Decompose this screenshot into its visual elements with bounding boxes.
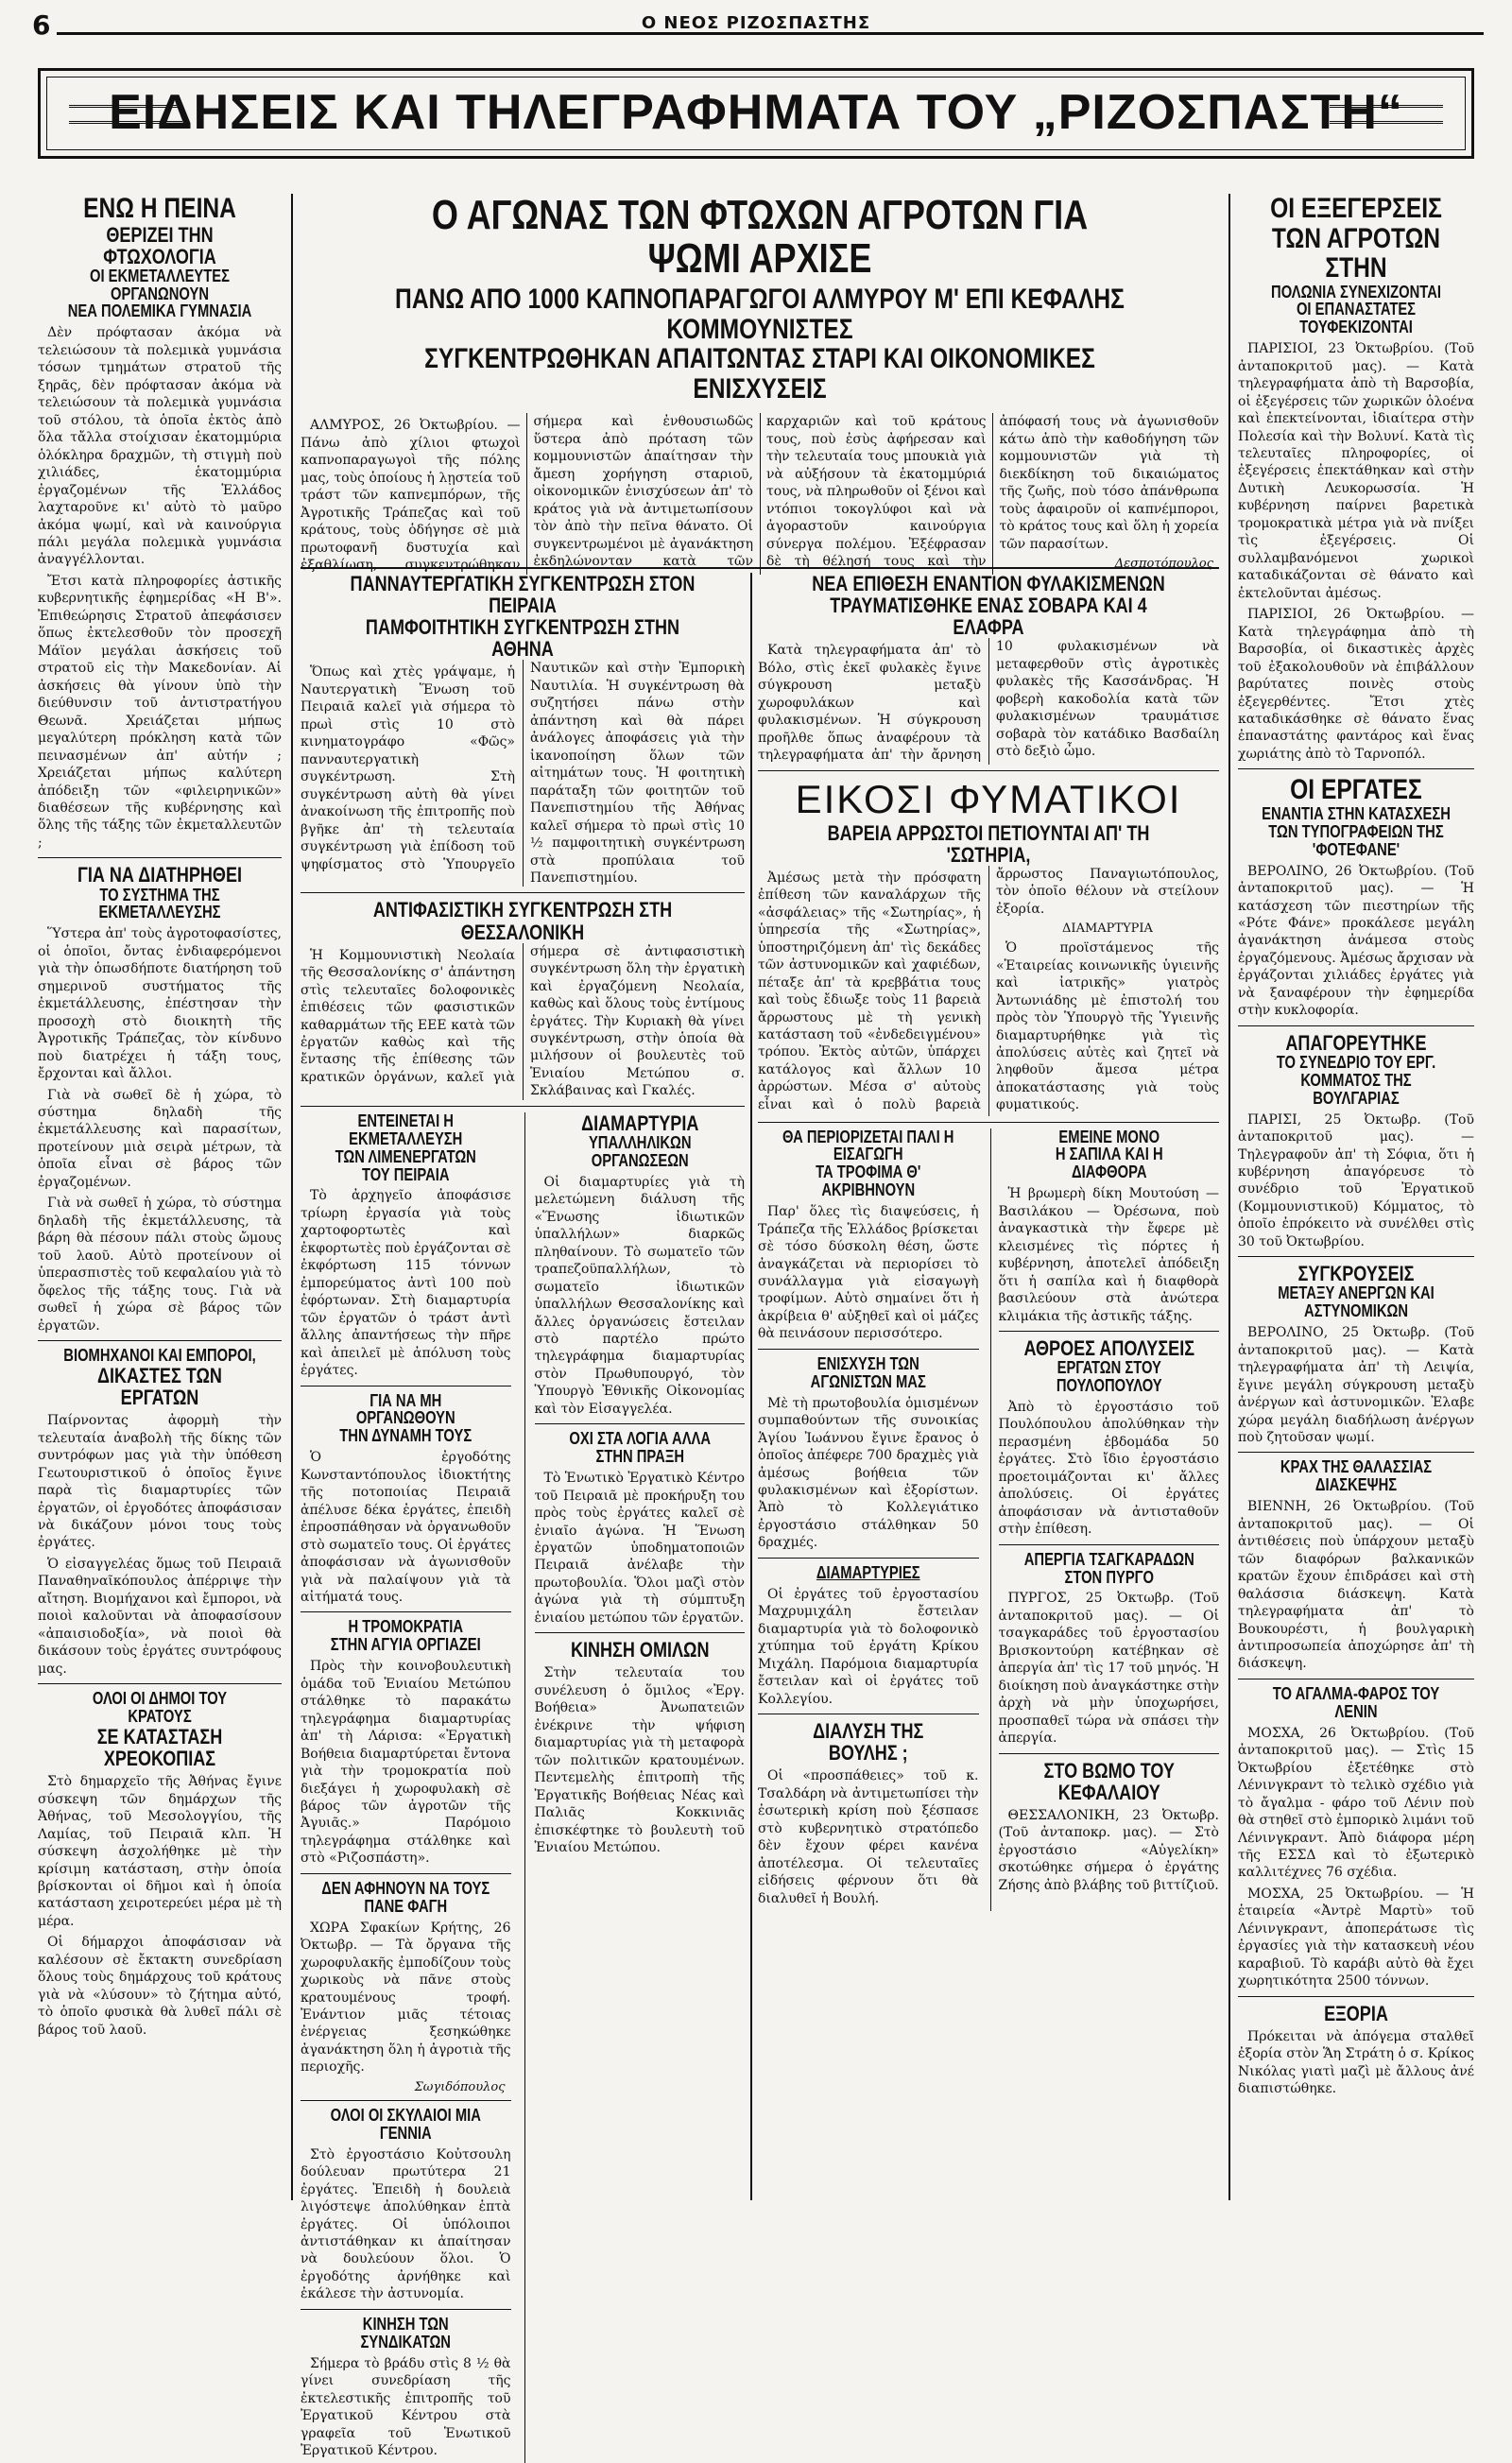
headline: ΟΛΟΙ ΟΙ ΣΚΥΛΑΙΟΙ ΜΙΑ ΓΕΝΝΙΑ [330, 2105, 481, 2143]
paragraph: Κατὰ τηλεγραφήματα ἀπ' τὸ Βόλο, στὶς ἐκεῖ φυλακὲς ἔγινε σύγκρουση μεταξὺ χωροφυλάκων καὶ φυλακισμένων. Ἡ σύγκρουση προῆλθε ὅπως ἀναφέρουν τὰ τηλεγραφήματα ἀπ' τὴν ἄρνηση 10 φυλακισμένων νὰ μεταφερθοῦν στὶς ἀγροτικὲς φυλακὲς τῆς Κασσάνδρας. Ἡ φοβερὴ κακοδολία κατὰ τῶν φυλακισμένων τραυμάτισε σοβαρὰ τὸν κατάδικο Βασδαίλη στὸ δεξιὸ ὦμο. [758, 639, 1219, 764]
article-imports [758, 1128, 979, 1343]
headline: ΠΑΜΦΟΙΤΗΤΙΚΗ ΣΥΓΚΕΝΤΡΩΣΗ ΣΤΗΝ ΑΘΗΝΑ [365, 615, 680, 662]
headline: ΑΠΕΡΓΙΑ ΤΣΑΓΚΑΡΑΔΩΝ ΣΤΟΝ ΠΥΡΓΟ [1023, 1549, 1194, 1587]
paragraph: ΠΑΡΙΣΙ, 25 Ὀκτωβρ. (Τοῦ ἀνταποκριτοῦ μας). — Τηλεγραφοῦν ἀπ' τὴ Σόφια, ὅτι ἡ κυβέρνηση ἀπαγόρευσε τὸ συνέδριο τοῦ Ἐργατικοῦ (Κομμουνιστικοῦ) Κόμματος, τὸ ὁποῖο ἐπρόκειτο νὰ συνέλθει στὶς 30 τοῦ Ὀκτωβρίου. [1238, 1111, 1474, 1249]
paragraph: Στὸ δημαρχεῖο τῆς Ἀθήνας ἔγινε σύσκεψη τῶν δημάρχων τῆς Ἀθήνας, τοῦ Μεσολογγίου, τῆς Λαμίας, τοῦ Πειραιᾶ κλπ. Ἡ σύσκεψη ἀσχολήθηκε μὲ τὴν κρίσιμη κατάσταση, στὴν ὁποία βρίσκονται οἱ δῆμοι καὶ ἡ ὁποία κατάσταση χειροτερεύει μέρα μὲ τὴ μέρα. [38, 1774, 282, 1929]
subheadline: ΚΟΜΜΑΤΟΣ ΤΗΣ ΒΟΥΛΓΑΡΙΑΣ [1300, 1070, 1412, 1108]
two-column-stack [758, 1128, 1219, 1911]
section-banner [38, 68, 1474, 159]
byline: Σωγιδόπουλος [414, 2079, 506, 2094]
article-dismissals [999, 1337, 1220, 1539]
headline: ΥΠΑΛΛΗΛΙΚΩΝ ΟΡΓΑΝΩΣΕΩΝ [588, 1132, 692, 1170]
paragraph: ΜΟΣΧΑ, 26 Ὀκτωβρίου. (Τοῦ ἀνταποκριτοῦ μας). — Στὶς 15 Ὀκτωβρίου ἐξετέθηκε στὸ Λένινγκραντ τὸ τελικὸ σχέδιο γιὰ τὸ ἄγαλμα - φάρο τοῦ Λένιν ποὺ θὰ στηθεῖ στὸ ἐμπορικὸ λιμάνι τοῦ Λένινγκραντ. Ἀπὸ διάφορα μέρη τῆς ΕΣΣΔ καὶ τὸ ἐξωτερικὸ καλλιτέχνες 76 σχέδια. [1238, 1725, 1474, 1881]
paragraph: Ἀπὸ τὸ ἐργοστάσιο τοῦ Πουλόπουλου ἀπολύθηκαν τὴν περασμένη ἑβδομάδα 50 ἐργάτες. Στὸ ἴδιο ἐργοστάσιο προετοιμάζονται κι' ἄλλες ἀπολύσεις. Οἱ ἐργάτες ἀποφάσισαν νὰ ἀντισταθοῦν στὴν ἐπίθεση. [998, 1399, 1219, 1538]
paragraph: ΒΕΡΟΛΙΝΟ, 25 Ὀκτωβρ. (Τοῦ ἀνταποκριτοῦ μας). — Κατὰ τηλεγραφήματα ἀπ' τὴ Λειψία, ἔγινε μεγάλη σύγκρουση μεταξὺ ἀνέργων καὶ ἀστυνομικῶν. Ἐλαβε χώρα μεγάλη διαδήλωση ἀνέργων ποὺ ζητοῦσαν ψωμί. [1238, 1325, 1474, 1446]
paragraph: Γιὰ νὰ σωθεῖ δὲ ἡ χώρα, τὸ σύστημα δηλαδὴ τῆς ἐκμετάλλευσης καὶ παρασίτων, προτείνουν μιὰ σειρὰ μέτρων, τὰ ὁποῖα εἶναι σὲ βάρος τῶν ἐργαζομένων. [38, 1087, 282, 1190]
left-stack [301, 1112, 511, 2463]
article-divider [1238, 1256, 1474, 1257]
paragraph: ΜΟΣΧΑ, 25 Ὀκτωβρίου. — Ἡ ἑταιρεία «Ἀντρὲ Μαρτὺ» τοῦ Λένινγκραντ, ἀποπεράτωσε τὶς ἐργασίες γιὰ τὴν κατασκευὴ νέου καραβιοῦ. Τὸ καράβι αὐτὸ θὰ ἔχει χωρητικότητα 2500 τόννων. [1238, 1886, 1474, 1989]
article-divider [301, 2309, 511, 2310]
article-lenin-statue [1238, 1685, 1474, 1990]
paragraph: Ὕστερα ἀπ' τοὺς ἀγροτοφασίστες, οἱ ὁποῖοι, ὄντας ἐνδιαφερόμενοι γιὰ τὴν ὁπωσδήποτε διατήρηση τοῦ σημερινοῦ συστήματος τῆς ἐκμετάλλευσης, ἐπέστησαν τὴν προσοχὴ στὸ διοικητὴ τῆς Ἀγροτικῆς Τράπεζας, τὸν κίνδυνο ποὺ διατρέχει ἡ τάξη τους, ἔρχονται καὶ ἄλλοι. [38, 926, 282, 1082]
article-generation [301, 2107, 511, 2303]
subheadline: ΕΝΑΝΤΙΑ ΣΤΗΝ ΚΑΤΑΣΧΕΣΗ [1262, 803, 1451, 823]
headline: ΓΙΑ ΝΑ ΔΙΑΤΗΡΗΘΕΙ [77, 863, 242, 887]
article-prisoners [758, 573, 1219, 765]
headline: ΤΑ ΤΡΟΦΙΜΑ Θ' ΑΚΡΙΒΗΝΟΥΝ [816, 1163, 921, 1200]
paragraph: Ἀμέσως μετὰ τὴν πρόσφατη ἐπίθεση τῶν καναλάρχων τῆς «ἀσφάλειας» τῆς «Σωτηρίας», ἡ ὑπηρεσία τῆς «Σωτηρίας», ὑποστηριζόμενη ἀπ' τὶς δεκάδες τῶν ἀστυνομικῶν καὶ χαφιέδων, πέταξε ἀπ' τὰ κρεββάτια τους καὶ τοὺς ἔδιωξε τοὺς 11 βαρειὰ ἄρρωστους μὲ τὴ γενικὴ κατάσταση τοῦ «ἐνδεδειγμένου» τρόπου. Ἐκτὸς αὐτῶν, ὑπάρχει κατάλογος καὶ ἄλλων 10 ἀρρώστων. Μέσα σ' αὐτοὺς εἶναι καὶ ὁ πολὺ βαρειὰ ἄρρωστος Παναγιωτόπουλος, τὸν ὁποῖο θέλουν νὰ στείλουν ἐξορία. [758, 866, 1219, 1112]
headline: ΔΕΝ ΑΦΗΝΟΥΝ ΝΑ ΤΟΥΣ ΠΑΝΕ ΦΑΓΗ [321, 1878, 490, 1916]
article-bulgaria [1238, 1032, 1474, 1251]
article-dockworkers [301, 1112, 511, 1380]
article-exile [1238, 2003, 1474, 2098]
right-stack [990, 1128, 1220, 1911]
paragraph: Πρόκειται νὰ ἀπόγεμα σταλθεῖ ἐξορία στὸν Ἅη Στράτη ὁ σ. Κρίκος Νικόλας γιατὶ μαζὶ μὲ ἄλλους ἀνέ διαπιστώθηκε. [1238, 2028, 1474, 2097]
running-header [28, 8, 1484, 40]
paragraph: Ἡ Κομμουνιστικὴ Νεολαία τῆς Θεσσαλονίκης σ' ἀπάντηση στὶς τελευταῖες δολοφονικὲς ἐπιθέσεις τῶν φασιστικῶν καθαρμάτων τῆς ΕΕΕ κατὰ τῶν ἐργατῶν καθὼς καὶ τῆς ἔντασης τῆς ἐπίθεσης τῶν κρατικῶν ὀργάνων, καλεῖ γιὰ σήμερα σὲ ἀντιφασιστικὴ συγκέντρωση ὅλη τὴν ἐργατικὴ καὶ ἐργαζόμενη Νεολαία, καθὼς καὶ ὅλους τοὺς ἐντίμους ἐργάτες. Τὴν Κυριακὴ θὰ γίνει συγκέντρωση, στὴν ὁποία θὰ μιλήσουν οἱ βουλευτὲς τοῦ Ἑνιαίου Μετώπου σ. Σκλάβαινας καὶ Γκαλές. [301, 943, 745, 1099]
headline: ΤΟ ΑΓΑΛΜΑ-ΦΑΡΟΣ ΤΟΥ ΛΕΝΙΝ [1272, 1683, 1440, 1721]
headline: ΕΡΓΑΤΩΝ ΣΤΟΥ ΠΟΥΛΟΠΟΥΛΟΥ [1056, 1358, 1162, 1395]
lead-article [301, 192, 1219, 574]
article-food [301, 1880, 511, 2094]
headline: ΔΙΑΛΥΣΗ ΤΗΣ ΒΟΥΛΗΣ ; [813, 1719, 924, 1765]
article-divider [38, 1340, 282, 1341]
article-divider [758, 770, 1219, 771]
article-divider [38, 1683, 282, 1684]
headline: Η ΤΡΟΜΟΚΡΑΤΙΑ [348, 1617, 463, 1637]
article-divider [38, 857, 282, 858]
paragraph: ΒΕΡΟΛΙΝΟ, 26 Ὀκτωβρίου. (Τοῦ ἀνταποκριτοῦ μας). — Ἡ κατάσχεση τῶν πιεστηρίων τῆς «Ρότε Φάνε» προκάλεσε μεγάλη ἀγανάκτηση ἀνάμεσα στοὺς ἐργαζόμενους. Ἀμέσως ἄρχισαν νὰ ἐργάζονται χιλιάδες ἐργάτες γιὰ νὰ ξαναφέρουν τὴν ἐφημερίδα στὴν κυκλοφορία. [1238, 863, 1474, 1019]
paragraph: ΠΑΡΙΣΙΟΙ, 23 Ὀκτωβρίου. (Τοῦ ἀνταποκριτοῦ μας). — Κατὰ τηλεγραφήματα ἀπὸ τὴ Βαρσοβία, οἱ ἐξεγέρσεις τῶν χωρικῶν ὁλοένα καὶ ἐπεκτείνονται, ἰδιαίτερα στὴν Πολεσία καὶ τὴν Βολυνί. Κατὰ τὶς τελευταῖες πληροφορίες, οἱ ἐξεγέρσεις ἐπεκτάθηκαν καὶ στὴν Δυτικὴ Λευκορωσσία. Ἡ κυβέρνηση παίρνει βαρετικὰ τρομοκρατικὰ μέτρα γιὰ νὰ πνίξει τὶς ἐξεγέρσεις. Οἱ συλλαμβανόμενοι χωρικοὶ καταδικάζονται σὲ θάνατο καὶ ἐκτελοῦνται ἀμέσως. [1238, 341, 1474, 601]
paragraph: Τὸ ἀρχηγεῖο ἀποφάσισε τρίωρη ἐργασία γιὰ τοὺς χαρτοφορτωτὲς καὶ ἐκφορτωτὲς ποὺ ἐργάζονται σὲ ἐκφόρτωση 115 τόννων ἐμπορεύματος ἀντὶ 100 ποὺ ἐφόρτωναν. Στὴ διαμαρτυρία τῶν ἐργατῶν ὁ τράστ ἀντὶ ἄλλης ἀπαντήσεως τὴν πῆρε καὶ ἀπειλεῖ μὲ ἀπόλυση τοὺς ἐργάτες. [301, 1188, 511, 1379]
paragraph: Γιὰ νὰ σωθεῖ ἡ χώρα, τὸ σύστημα δηλαδὴ τῆς ἐκμετάλλευσης, τὰ βάρη θὰ πέσουν πάλι στοὺς ὤμους τοῦ λαοῦ. Αὐτὸ προτείνουν οἱ ὑπερασπιστὲς τοῦ κεφαλαίου γιὰ τὸ ὄφελος τῆς τάξης τους. Γιὰ νὰ σωθεῖ ἡ χώρα σὲ βάρος τῶν ἐργατῶν. [38, 1196, 282, 1334]
headline: ΚΙΝΗΣΗ ΟΜΙΛΩΝ [570, 1638, 710, 1662]
center-right-block [758, 573, 1219, 2198]
article-divider [758, 1122, 1219, 1123]
paragraph: Ὁ προϊστάμενος τῆς «Ἑταιρείας κοινωνικῆς ὑγιεινῆς καὶ ἰατρικῆς» γιατρὸς Ἀντωνιάδης μὲ ἐπιστολή του πρὸς τὸν Ὑπουργὸ τῆς Ὑγιεινῆς διαμαρτυρήθηκε γιὰ τὶς ἀπολύσεις αὐτὲς καὶ ζητεῖ νὰ ληφθοῦν ἄμεσα μέτρα ἀποκατάστασης γιὰ τοὺς φυματικούς. [996, 940, 1219, 1113]
subheadline: ΟΙ ΕΚΜΕΤΑΛΛΕΥΤΕΣ ΟΡΓΑΝΩΝΟΥΝ [89, 266, 231, 303]
subheadline: ΠΟΛΩΝΙΑ ΣΥΝΕΧΙΖΟΝΤΑΙ [1271, 282, 1441, 301]
article-organize [301, 1392, 511, 1607]
subheading: ΔΙΑΜΑΡΤΥΡΙΑ [1062, 921, 1153, 937]
column-rule [291, 194, 293, 2200]
article-clubs [535, 1639, 746, 1856]
article-divider [1238, 1452, 1474, 1453]
subheadline: ΣΕ ΚΑΤΑΣΤΑΣΗ ΧΡΕΟΚΟΠΙΑΣ [96, 1724, 223, 1771]
headline: ΘΑ ΠΕΡΙΟΡΙΖΕΤΑΙ ΠΑΛΙ Η ΕΙΣΑΓΩΓΗ [782, 1127, 954, 1164]
headline: ΣΤΟ ΒΩΜΟ ΤΟΥ ΚΕΦΑΛΑΙΟΥ [1043, 1758, 1175, 1804]
lead-headline: Ο ΑΓΩΝΑΣ ΤΩΝ ΦΤΩΧΩΝ ΑΓΡΟΤΩΝ ΓΙΑ ΨΩΜΙ ΑΡΧΙΣΕ [431, 192, 1089, 283]
paragraph: Ὁ ἐργοδότης Κωνσταντόπουλος ἰδιοκτήτης τῆς ποτοποιίας Πειραιᾶ ἀπέλυσε δέκα ἐργάτες, ἐπειδὴ ἐπροσπάθησαν νὰ ὀργανωθοῦν στὸ σωματεῖο τους. Οἱ ἐργάτες ἀποφάσισαν νὰ ἀγωνισθοῦν γιὰ νὰ παλαίψουν γιὰ τὰ αἰτήματά τους. [301, 1450, 511, 1606]
subheadline: ΟΙ ΕΠΑΝΑΣΤΑΤΕΣ ΤΟΥΦΕΚΙΖΟΝΤΑΙ [1296, 300, 1417, 337]
byline: Δεσποτόπουλος [1114, 557, 1213, 572]
article-divider [301, 1873, 511, 1874]
paragraph: ΠΥΡΓΟΣ, 25 Ὀκτωβρ. (Τοῦ ἀνταποκριτοῦ μας). — Οἱ τσαγκαράδες τοῦ ἐργοστασίου Βρισκοντούρη κατέβηκαν σὲ ἀπεργία ἀπ' τὶς 17 τοῦ μηνός. Ἡ διοίκηση ποὺ ἀναγκάστηκε στὴν ἀρχὴ νὰ μὴν ὑποχωρήσει, προσπαθεῖ τώρα νὰ σπάσει τὴν ἀπεργία. [998, 1591, 1219, 1747]
article-divider [301, 1611, 511, 1612]
paragraph: Δὲν πρόφτασαν ἀκόμα νὰ τελειώσουν τὰ πολεμικὰ γυμνάσια τόσων τμημάτων στρατοῦ τῆς ξηρᾶς, δὲν πρόφτασαν ἀκόμα νὰ τελειώσουν τὰ πολεμικὰ γυμνάσια τοῦ στόλου, τὰ ὁποῖα ἐκτὸς ἀπὸ ὅλα τἄλλα στοίχισαν ἑκατομμύρια ὁλόκληρα δραχμῶν, τὴ στιγμὴ ποὺ χιλιάδες, ἑκατομμύρια ἐργαζομένων τῆς Ἑλλάδος λαχταροῦνε κι' αὐτὸ τὸ μαῦρο ἀκόμα ψωμί, καὶ νὰ καινούργια πάλι μεγάλα πολεμικὰ γυμνάσια ἀναγγέλλονται. [38, 325, 282, 568]
article-unions [301, 2316, 511, 2460]
headline: ΕΞΟΡΙΑ [1324, 2001, 1388, 2025]
article-divider [999, 1753, 1220, 1754]
article-body [301, 943, 745, 1100]
subheadline: ΤΩΝ ΤΥΠΟΓΡΑΦΕΙΩΝ ΤΗΣ 'ΦΟΤΕΦΑΝΕ' [1268, 821, 1444, 859]
headline: ΕΜΕΙΝΕ ΜΟΝΟ [1057, 1127, 1160, 1146]
article-naval [301, 573, 745, 887]
column-rule [750, 573, 752, 2200]
article-divider [535, 1632, 746, 1633]
article-protests [758, 1564, 979, 1708]
headline: ΓΙΑ ΝΑ ΜΗ ΟΡΓΑΝΩΘΟΥΝ [355, 1390, 455, 1428]
article-antifascist [301, 899, 745, 1099]
article-divider [1238, 1996, 1474, 1997]
article-agyia [301, 1618, 511, 1867]
paragraph: Οἱ δήμαρχοι ἀποφάσισαν νὰ καλέσουν σὲ ἔκτακτη συνεδρίαση ὅλους τοὺς δημάρχους τοῦ κράτους γιὰ νὰ «λύσουν» τὸ ζήτημα αὐτό, τὸ ὁποῖο φυσικὰ θὰ λυθεῖ πάλι σὲ βάρος τοῦ λαοῦ. [38, 1935, 282, 2038]
headline: ΝΕΑ ΕΠΙΘΕΣΗ ΕΝΑΝΤΙΟΝ ΦΥΛΑΚΙΣΜΕΝΩΝ [812, 572, 1165, 595]
paragraph: Οἱ «προσπάθειες» τοῦ κ. Τσαλδάρη νὰ ἀντιμετωπίσει τὴν ἐσωτερικὴ κρίση ποὺ ξέσπασε στὸ κυβερνητικὸ στρατόπεδο δὲν ἔχουν φέρει κανένα ἀποτέλεσμα. Οἱ τελευταῖες εἰδήσεις φέρνουν ὅτι θὰ διαλυθεῖ ἡ Βουλή. [758, 1768, 979, 1906]
headline: ΕΝΙΣΧΥΣΗ ΤΩΝ ΑΓΩΝΙΣΤΩΝ ΜΑΣ [810, 1353, 926, 1391]
article-corruption [999, 1128, 1220, 1325]
article-parliament [758, 1720, 979, 1907]
headline: ΟΙ ΕΡΓΑΤΕΣ [1290, 774, 1422, 806]
lead-subheadline: ΣΥΓΚΕΝΤΡΩΘΗΚΑΝ ΑΠΑΙΤΩΝΤΑΣ ΣΤΑΡΙ ΚΑΙ ΟΙΚΟΝΟΜΙΚΕΣ ΕΝΙΣΧΥΣΕΙΣ [424, 343, 1095, 405]
headline: ΤΗΝ ΔΥΝΑΜΗ ΤΟΥΣ [339, 1426, 472, 1446]
lead-subheadline: ΠΑΝΩ ΑΠΟ 1000 ΚΑΠΝΟΠΑΡΑΓΩΓΟΙ ΑΛΜΥΡΟΥ Μ' ΕΠΙ ΚΕΦΑΛΗΣ ΚΟΜΜΟΥΝΙΣΤΕΣ [395, 284, 1125, 345]
headline: ΒΑΡΕΙΑ ΑΡΡΩΣΤΟΙ ΠΕΤΙΟΥΝΤΑΙ ΑΠ' ΤΗ 'ΣΩΤΗΡΙΑ, [827, 820, 1150, 867]
article-municipalities [38, 1690, 282, 2039]
headline: ΚΙΝΗΣΗ ΤΩΝ ΣΥΝΔΙΚΑΤΩΝ [360, 2314, 451, 2351]
article-hunger [38, 194, 282, 852]
article-altar [999, 1760, 1220, 1895]
newspaper-name: Ο ΝΕΟΣ ΡΙΖΟΣΠΑΣΤΗΣ [641, 13, 871, 33]
article-support [758, 1355, 979, 1552]
headline: ΣΥΓΚΡΟΥΣΕΙΣ [1297, 1262, 1415, 1286]
column-rule [1228, 194, 1230, 2200]
headline: ΕΙΚΟΣΙ ΦΥΜΑΤΙΚΟΙ [795, 776, 1182, 821]
article-divider [758, 1349, 979, 1350]
paragraph: ΒΙΕΝΝΗ, 26 Ὀκτωβρίου. (Τοῦ ἀνταποκριτοῦ μας). — Οἱ ἀντιθέσεις ποὺ ὑπάρχουν μεταξὺ τῶν διαφόρων βαλκανικῶν κρατῶν ἔχουν ἐπιδράσει καὶ στὴ θαλάσσια διάσκεψη. Κατὰ τηλεγραφήματα ἀπ' τὸ Βουκουρέστι, ἡ βουλγαρικὴ ἀντιπροσωπεία ἀποχώρησε ἀπ' τὴ διάσκεψη. [1238, 1499, 1474, 1672]
paragraph: Μὲ τὴ πρωτοβουλία ὁμισμένων συμπαθούντων τῆς συνοικίας Ἁγίου Ἰωάννου ἔγινε ἔρανος ὁ ὁποῖος ἀπέφερε 700 δραχμὲς γιὰ ἀμέσως βοήθεια τῶν φυλακισμένων καὶ ἐξορίστων. Ἀπὸ τὸ Κολλεγιάτικο ἐργοστάσιο στάλθηκαν 50 δραχμές. [758, 1395, 979, 1551]
headline: ΔΙΑΜΑΡΤΥΡΙΕΣ [816, 1562, 920, 1582]
paragraph: ΧΩΡΑ Σφακίων Κρήτης, 26 Ὀκτωβρ. — Τὰ ὄργανα τῆς χωροφυλακῆς ἐμποδίζουν τοὺς χωρικοὺς νὰ πᾶνε στοὺς κρατουμένους τροφή. Ἐνάντιον μιᾶς τέτοιας ἐνέργειας ξεσηκώθηκε ἀγανάκτηση ὅλη ἡ ἀγροτιὰ τῆς περιοχῆς. [301, 1920, 511, 2075]
article-divider [301, 1386, 511, 1387]
headline: ΒΙΟΜΗΧΑΝΟΙ ΚΑΙ ΕΜΠΟΡΟΙ, [63, 1346, 256, 1366]
headline: ΕΝΤΕΙΝΕΤΑΙ Η ΕΚΜΕΤΑΛΛΕΥΣΗ [349, 1111, 463, 1148]
two-column-stack [301, 1112, 745, 2463]
headline: ΠΑΝΝΑΥΤΕΡΓΑΤΙΚΗ ΣΥΓΚΕΝΤΡΩΣΗ ΣΤΟΝ ΠΕΙΡΑΙΑ [350, 572, 696, 618]
paragraph: Σήμερα τὸ βράδυ στὶς 8 ½ θὰ γίνει συνεδρίαση τῆς ἐκτελεστικῆς ἐπιτροπῆς τοῦ Ἐργατικοῦ Κέντρου στὰ γραφεῖα τοῦ Ἑνωτικοῦ Ἐργατικοῦ Κέντρου. [301, 2355, 511, 2459]
headline: ΤΩΝ ΛΙΜΕΝΕΡΓΑΤΩΝ ΤΟΥ ΠΕΙΡΑΙΑ [335, 1146, 476, 1184]
article-naval-conference [1238, 1458, 1474, 1672]
article-divider [1238, 1025, 1474, 1026]
headline: ΕΝΩ Η ΠΕΙΝΑ [83, 193, 236, 224]
headline: ΑΘΡΟΕΣ ΑΠΟΛΥΣΕΙΣ [1022, 1336, 1194, 1360]
article-protest [535, 1112, 746, 1418]
page-number: 6 [32, 9, 51, 41]
headline: ΟΙ ΕΞΕΓΕΡΣΕΙΣ [1270, 193, 1442, 224]
article-tuberculosis [758, 777, 1219, 1116]
article-industrialists [38, 1347, 282, 1678]
section-rule [301, 567, 1219, 569]
paragraph: Τὸ Ἑνωτικὸ Ἐργατικὸ Κέντρο τοῦ Πειραιᾶ μὲ προκήρυξη του πρὸς τοὺς ἐργάτες καλεῖ σὲ ἐνιαῖο ἀγώνα. Ἡ Ἕνωση ἐργατῶν ὑποδηματοποιῶν Πειραιᾶ ἀνέλαβε τὴν πρωτοβουλία. Ὅλοι μαζὶ στὸν ἀγώνα γιὰ τὴ σύμπτυξη ἑνιαίου μετώπου τῶν ἐργατῶν. [534, 1471, 745, 1626]
left-stack [758, 1128, 979, 1911]
left-column [38, 194, 282, 2200]
paragraph: ΠΑΡΙΣΙΟΙ, 26 Ὀκτωβρίου. — Κατὰ τηλεγράφημα ἀπὸ τὴ Βαρσοβία, οἱ δικαστικὲς ἀρχὲς τοῦ ἐξακολουθοῦν νὰ ἐπιβάλλουν βαρύτατες ποινὲς στοὺς ἐξεγερθέντες. Ἔτσι χτὲς καταδικάσθηκε σὲ θάνατο ἕνας ἐπαναστάτης φαντάρος καὶ ἕνας χωριάτης ἀπὸ τὸ Ταρνοπόλ. [1238, 607, 1474, 762]
headline: ΔΙΑΜΑΡΤΥΡΙΑ [580, 1111, 698, 1135]
headline: ΑΝΤΙΦΑΣΙΣΤΙΚΗ ΣΥΓΚΕΝΤΡΩΣΗ ΣΤΗ ΘΕΣΣΑΛΟΝΙΚΗ [372, 898, 673, 944]
paragraph: Ὁ εἰσαγγελέας ὅμως τοῦ Πειραιᾶ Παναθηναῖκόπουλος ἀπέρριψε τὴν αἴτηση. Βιομήχανοι καὶ ἔμποροι, νὰ ποιοὶ καλοῦνται νὰ ἀποφασίσουν «ἀπαισιοδοξία», νὰ ποιοὶ θὰ δικάσουν τοὺς ἐργάτες συντρόφους μας. [38, 1556, 282, 1677]
article-divider [535, 1423, 746, 1424]
paragraph: Στὸ ἐργοστάσιο Κοὐτσουλη δούλευαν πρωτύτερα 21 ἐργάτες. Ἐπειδὴ ἡ δουλειὰ λιγόστεψε ἀπολύθηκαν ἑπτὰ ἐργάτες. Οἱ ὑπόλοιποι ἀντιστάθηκαν κι ἀπαίτησαν νὰ δουλεύουν ὅλοι. Ὁ ἐργοδότης ἀρνήθηκε καὶ ἐκάλεσε τὴν ἀστυνομία. [301, 2146, 511, 2302]
subheadline: ΝΕΑ ΠΟΛΕΜΙΚΑ ΓΥΜΝΑΣΙΑ [67, 301, 252, 321]
right-stack [524, 1112, 746, 2463]
headline: ΤΡΑΥΜΑΤΙΣΘΗΚΕ ΕΝΑΣ ΣΟΒΑΡΑ ΚΑΙ 4 ΕΛΑΦΡΑ [830, 594, 1147, 640]
article-body [758, 866, 1219, 1116]
article-body [301, 660, 745, 887]
paragraph: Παίρνοντας ἀφορμὴ τὴν τελευταία ἀναβολὴ τῆς δίκης τῶν συντρόφων μας γιὰ τὴν ὑπόθεση Γεωτουριστικοῦ ὁ ὁποῖος ἔγινε παρὰ τὶς διαμαρτυρίες τῶν ἐργατῶν, οἱ ἐργοδότες ἀποφάσισαν νὰ δικάζουν μόνοι τους τοὺς ἐργάτες. [38, 1413, 282, 1551]
headline: ΚΡΑΧ ΤΗΣ ΘΑΛΑΣΣΙΑΣ ΔΙΑΣΚΕΨΗΣ [1280, 1457, 1433, 1495]
subheadline: ΔΙΚΑΣΤΕΣ ΤΩΝ ΕΡΓΑΤΩΝ [97, 1363, 222, 1410]
paragraph: ΘΕΣΣΑΛΟΝΙΚΗ, 23 Ὀκτωβρ. (Τοῦ ἀνταποκρ. μας). — Στὸ ἐργοστάσιο «Αὐγελίκη» σκοτώθηκε σήμερα ὁ ἐργάτης Ζήσης ἀπὸ βλάβης τοῦ βιττίζιοῦ. [998, 1807, 1219, 1893]
headline: ΟΧΙ ΣΤΑ ΛΟΓΙΑ ΑΛΛΑ ΣΤΗΝ ΠΡΑΞΗ [568, 1429, 711, 1467]
headline: ΟΛΟΙ ΟΙ ΔΗΜΟΙ ΤΟΥ ΚΡΑΤΟΥΣ [92, 1689, 228, 1727]
paragraph: Παρ' ὅλες τὶς διαψεύσεις, ἡ Τράπεζα τῆς Ἑλλάδος βρίσκεται σὲ τόσο δύσκολη θέση, ὥστε ἀναγκάζεται νὰ περιορίσει τὸ συνάλλαγμα γιὰ εἰσαγωγὴ τροφίμων. Αὐτὸ σημαίνει ὅτι ἡ ἀκρίβεια θ' αὐξηθεῖ καὶ οἱ μάζες θὰ πεινάσουν περισσότερο. [758, 1204, 979, 1342]
paragraph: ΑΛΜΥΡΟΣ, 26 Ὀκτωβρίου. — Πάνω ἀπὸ χίλιοι φτωχοὶ καπνοπαραγωγοὶ τῆς πόλης μας, τοὺς ὁποίους ἡ λῃστεία τοῦ τράστ τῶν καπνεμπόρων, τῆς Ἀγροτικῆς Τράπεζας καὶ τοῦ κράτους, τοὺς ὁδήγησε σὲ μιὰ πρωτοφανῆ δυστυχία καὶ ἐξαθλίωση, συγκεντρώθηκαν σήμερα καὶ ἐνθουσιωδῶς ὕστερα ἀπὸ πρόταση τῶν κομμουνιστῶν ἀπαίτησαν τὴν ἄμεση χορήγηση σταριοῦ, οἰκονομικῶν ἐνισχύσεων ἀπ' τὸ κράτος γιὰ νὰ ἀντιμετωπίσουν τὸν ἀπὸ τὴν πεῖνα θάνατο. Οἱ συγκεντρωμένοι μὲ ἀγανάκτηση ἐκδηλώνονταν κατὰ τῶν καρχαριῶν καὶ τοῦ κράτους τους, ποὺ ἐσὺς ἀφήρεσαν καὶ τὴν τελευταία τους μπουκιὰ γιὰ νὰ αὐξήσουν τὰ ἑκατομμύριά τους, νὰ πληρωθοῦν οἱ ξένοι καὶ ντόπιοι τοκογλύφοι καὶ νὰ ἀγοραστοῦν καινούργια σύνεργα πολέμου. Ἐξέφρασαν δὲ τὴ θέλησή τους καὶ τὴν ἀπόφασή τους νὰ ἀγωνισθοῦν κάτω ἀπὸ τὴν καθοδήγηση τῶν κομμουνιστῶν γιὰ τὴ διεκδίκηση τοῦ δικαιώματος τῆς ζωῆς, ποὺ τόσο ἀπάνθρωπα τοὺς ἀφαιροῦν οἱ καπνέμποροι, τὸ κράτος τους καὶ ὅλη ἡ χορεία τῶν παρασίτων. [301, 414, 1219, 574]
headline: Η ΣΑΠΙΛΑ ΚΑΙ Η ΔΙΑΦΘΟΡΑ [1055, 1145, 1163, 1182]
article-divider [301, 1106, 745, 1107]
paragraph: Οἱ ἐργάτες τοῦ ἐργοστασίου Μαχρυμιχάλη ἔστειλαν διαμαρτυρία γιὰ τὸ δολοφονικὸ χτύπημα τοῦ ἐργάτη Κρίκου Μιχάλη. Παρόμοια διαμαρτυρία ἔστειλαν καὶ οἱ ἐργάτες τοῦ Κολλεγίου. [758, 1586, 979, 1707]
article-poland [1238, 194, 1474, 763]
subheadline: ΤΟ ΣΥΣΤΗΜΑ ΤΗΣ ΕΚΜΕΤΑΛΛΕΥΣΗΣ [98, 885, 221, 922]
right-column [1238, 194, 1474, 2200]
subheadline: ΤΟ ΣΥΝΕΔΡΙΟ ΤΟΥ ΕΡΓ. [1276, 1052, 1436, 1072]
headline: ΤΩΝ ΑΓΡΟΤΩΝ ΣΤΗΝ [1271, 222, 1441, 284]
headline: ΣΤΗΝ ΑΓΥΙΑ ΟΡΓΙΑΖΕΙ [330, 1635, 481, 1655]
paragraph: Στὴν τελευταία του συνέλευση ὁ ὅμιλος «Ἐργ. Βοήθεια» Ἀνωπατειῶν ἐνέκρινε τὴν ψήφιση διαμαρτυρίας γιὰ τὴ μεταφορὰ τῶν πολιτικῶν κρατουμένων. Πεντεμελὴς ἐπιτροπὴ τῆς Ἐργατικῆς Βοήθειας Νέας καὶ Παλιᾶς Κοκκινιᾶς ἐπισκέφτηκε τὸ βουλευτὴ τοῦ Ἑνιαίου Μετώπου. [534, 1665, 745, 1856]
section-title: ΕΙΔΗΣΕΙΣ ΚΑΙ ΤΗΛΕΓΡΑΦΗΜΑΤΑ ΤΟΥ „ΡΙΖΟΣΠΑΣΤΗ“ [109, 85, 1403, 140]
article-divider [1238, 768, 1474, 769]
subheadline: ΜΕΤΑΞΥ ΑΝΕΡΓΩΝ ΚΑΙ ΑΣΤΥΝΟΜΙΚΩΝ [1278, 1283, 1435, 1321]
paragraph: Ἡ βρωμερὴ δίκη Μουτούση — Βασιλάκου — Ὀρέσωνα, ποὺ ἀναγκαστικὰ τὴν ἔφερε μὲ κλεισμένες τὶς πόρτες ἡ κυβέρνηση, ἀποτελεῖ ἀπόδειξη ὅτι ἡ σαπίλα καὶ ἡ διαφθορὰ βασιλεύουν στὰ ἀνώτερα κλιμάκια τῆς ἀστικῆς τάξης. [998, 1186, 1219, 1324]
article-divider [301, 892, 745, 893]
article-workers [1238, 775, 1474, 1019]
article-action [535, 1430, 746, 1627]
article-body [758, 638, 1219, 764]
paragraph: Πρὸς τὴν κοινοβουλευτικὴ ὁμάδα τοῦ Ἑνιαίου Μετώπου στάλθηκε τὸ παρακάτω τηλεγράφημα διαμαρτυρίας ἀπ' τὴ Λάρισα: «Ἐργατικὴ Βοήθεια διαμαρτύρεται ἔντονα γιὰ τὴν τρομοκρατία ποὺ διεξάγει ἡ χωροφυλακὴ σὲ βάρος τῶν ἀγροτῶν τῆς Ἀγυιᾶς.» Παρόμοιο τηλεγράφημα στάλθηκε καὶ στὸ «Ριζοσπάστη». [301, 1659, 511, 1867]
article-strike [999, 1551, 1220, 1748]
lead-body [301, 413, 1219, 574]
center-left-block [301, 572, 745, 2459]
article-divider [999, 1544, 1220, 1545]
article-divider [999, 1331, 1220, 1332]
article-divider [301, 2100, 511, 2101]
paragraph: Ὅπως καὶ χτὲς γράψαμε, ἡ Ναυτεργατικὴ Ἕνωση τοῦ Πειραιᾶ καλεῖ γιὰ σήμερα τὸ πρωὶ στὶς 10 στὸ κινηματογράφο «Φῶς» πανναυτεργατικὴ συγκέντρωση. Στὴ συγκέντρωση αὐτὴ θὰ γίνει ἀνακοίνωση τῆς ἐπιτροπῆς ποὺ βγῆκε ἀπ' τὴ τελευταία συγκέντρωση γιὰ ἐπίδοση τοῦ ψηφίσματος στὸ Ὑπουργεῖο Ναυτικῶν καὶ στὴν Ἐμπορικὴ Ναυτιλία. Ἡ συγκέντρωση θὰ συζητήσει πάνω στὴν ἀπάντηση καὶ θὰ πάρει ἀνάλογες ἀποφάσεις γιὰ τὴν ἱκανοποίηση ὅλων τῶν αἰτημάτων τους. Ἡ φοιτητικὴ παράταξη τῶν φοιτητῶν τοῦ Πανεπιστημίου τῆς Ἀθήνας καλεῖ σήμερα τὸ πρωὶ στὶς 10 ½ παμφοιτητικὴ συγκέντρωση στὰ προπύλαια τοῦ Πανεπιστημίου. [301, 661, 745, 886]
paragraph: Ἔτσι κατὰ πληροφορίες ἁστικῆς κυβερνητικῆς ἐφημερίδας «Η Β'». Ἐπιθεώρησις Στρατοῦ ἀπεφάσισεν ὅπως ἐκτελεσθοῦν τὸν προσεχῆ Μάϊον μεγάλαι ἀσκήσεις τοῦ στρατοῦ εἰς τὴν Μακεδονίαν. Αἱ ἀσκήσεις θὰ γίνουν ὑπὸ τὴν διεύθυνσιν τοῦ ἀντιστρατήγου Θεωνᾶ. Χρειάζεται μήπως μεγαλύτερη πρόκληση κατὰ τῶν πεινασμένων ἀπ' αὐτήν ; Χρειάζεται μήπως καλύτερη ἀπόδειξη τῶν «φιλειρηνικῶν» διαθέσεων τῆς κυβέρνησης καὶ ὅλης τῆς τάξης τῶν ἐκμεταλλευτῶν ; [38, 573, 282, 851]
headline: ΑΠΑΓΟΡΕΥΤΗΚΕ [1285, 1030, 1427, 1055]
subheadline: ΘΕΡΙΖΕΙ ΤΗΝ ΦΤΩΧΟΛΟΓΙΑ [103, 222, 216, 268]
article-clashes [1238, 1263, 1474, 1446]
article-divider [758, 1558, 979, 1559]
paragraph: Οἱ διαμαρτυρίες γιὰ τὴ μελετώμενη διάλυση τῆς «Ἕνωσης ἰδιωτικῶν ὑπαλλήλων» διαρκῶς πληθαίνουν. Τὸ σωματεῖο τῶν τραπεζοϋπαλλήλων, τὸ σωματεῖο ἰδιωτικῶν ὑπαλλήλων Θεσσαλονίκης καὶ ἄλλες ὀργανώσεις ἔστειλαν στὸ παρτέλο πρώτο τηλεγράφημα διαμαρτυρίας στὸν Πρωθυπουργό, τὸν Ὑπουργὸ Ἐθνικῆς Οἰκονομίας καὶ τὸν Εἰσαγγελέα. [534, 1174, 745, 1417]
article-exploitation [38, 864, 282, 1335]
